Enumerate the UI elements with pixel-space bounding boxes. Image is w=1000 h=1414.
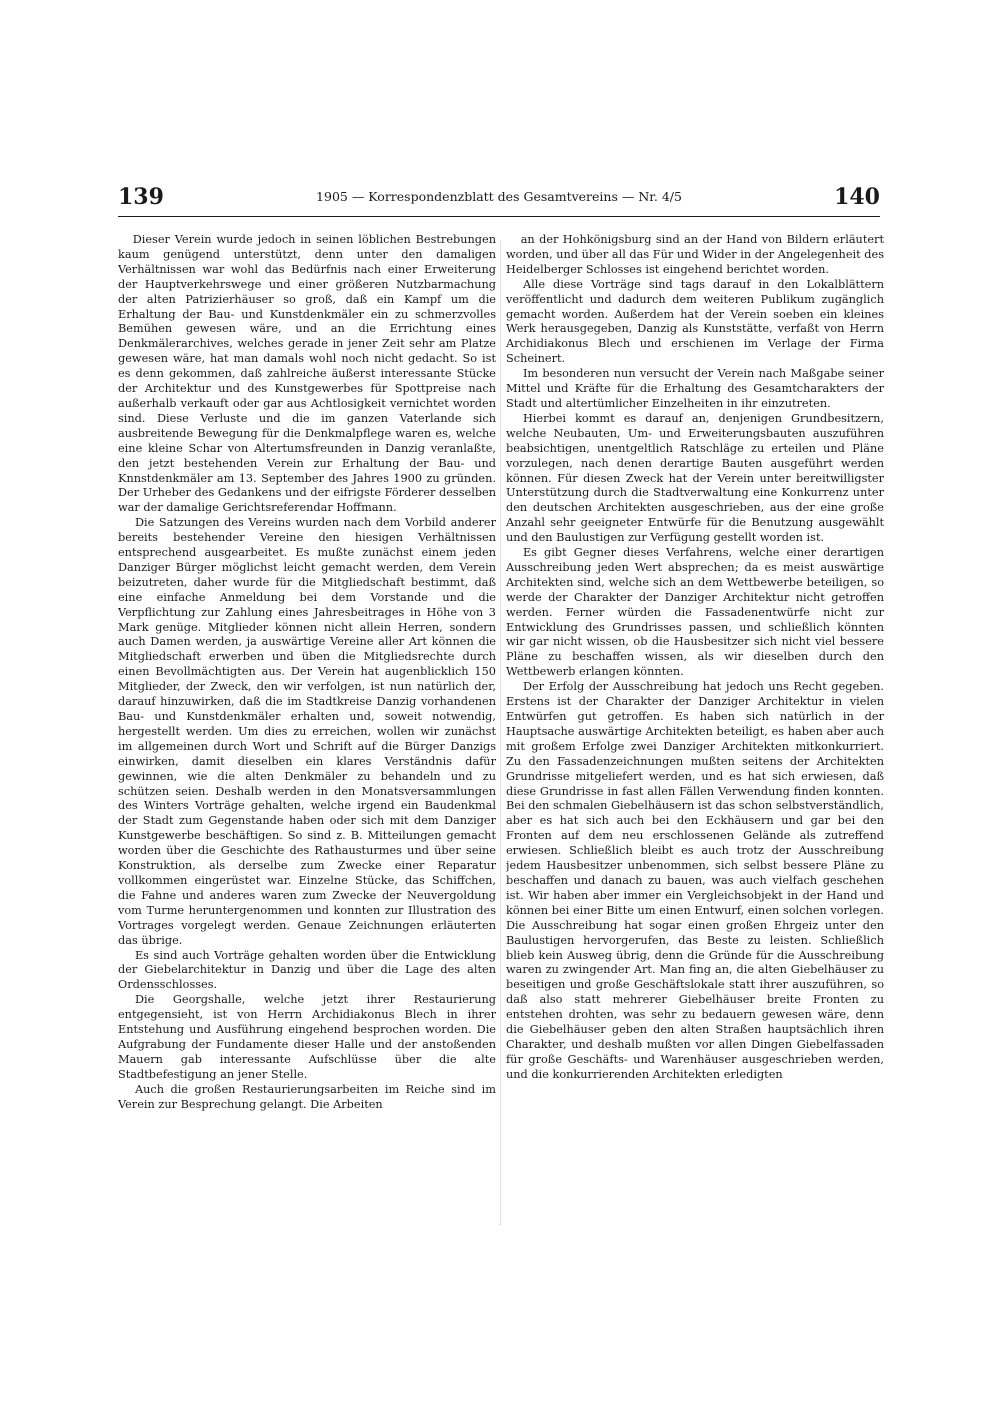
- paragraph: Die Satzungen des Vereins wurden nach dem Vorbild anderer bereits bestehender Vereine den hiesigen Verhältnissen entsprechend ausgearbeitet. Es mußte zunächst einem jeden Danziger Bürger möglichst leicht gemacht werden, dem Verein beizutreten, daher wurde für die Mitgliedschaft bestimmt, daß eine einfache Anmeldung bei dem Vorstande und die Verpflichtung zur Zahlung eines Jahresbeitrages in Höhe von 3 Mark genüge. Mitglieder können nicht allein Herren, sondern auch Damen werden, ja auswärtige Vereine aller Art können die Mitgliedschaft erwerben und üben die Mitgliedsrechte durch einen Bevollmächtigten aus. Der Verein hat augenblicklich 150 Mitglieder, der Zweck, den wir verfolgen, ist nun natürlich der, darauf hinzuwirken, daß die im Stadtkreise Danzig vorhandenen Bau- und Kunstdenkmäler erhalten und, soweit notwendig, hergestellt werden. Um dies zu erreichen, wollen wir zunächst im allgemeinen durch Wort und Schrift auf die Bürger Danzigs einwirken, damit dieselben ein klares Verständnis dafür gewinnen, wie die alten Denkmäler zu behandeln und zu schützen seien. Deshalb werden in den Monatsversammlungen des Winters Vorträge gehalten, welche irgend ein Baudenkmal der Stadt zum Gegenstande haben oder sich mit dem Danziger Kunstgewerbe beschäftigen. So sind z. B. Mitteilungen gemacht worden über die Geschichte des Rathausturmes und über seine Konstruktion, als derselbe zum Zwecke einer Reparatur vollkommen eingerüstet war. Einzelne Stücke, das Schiffchen, die Fahne und anderes waren zum Zwecke der Neuvergoldung vom Turme heruntergenommen und konnten zur Illustration des Vortrages vorgelegt werden. Genaue Zeichnungen erläuterten das übrige.: [118, 516, 496, 947]
- paragraph: Der Erfolg der Ausschreibung hat jedoch uns Recht gegeben. Erstens ist der Charakter der Danziger Architektur in vielen Entwürfen gut getroffen. Es haben sich natürlich in der Hauptsache auswärtige Architekten beteiligt, es haben aber auch mit großem Erfolge zwei Danziger Architekten mitkonkurriert. Zu den Fassadenzeichnungen mußten seitens der Architekten Grundrisse mitgeliefert werden, und es hat sich erwiesen, daß diese Grundrisse in fast allen Fällen Verwendung finden konnten. Bei den schmalen Giebelhäusern ist das schon selbstverständlich, aber es hat sich auch bei den Eckhäusern und gar bei den Fronten auf dem neu erschlossenen Gelände als zutreffend erwiesen. Schließlich bleibt es auch trotz der Ausschreibung jedem Hausbesitzer unbenommen, sich selbst bessere Pläne zu beschaffen und danach zu bauen, was auch vielfach geschehen ist. Wir haben aber immer ein Vergleichsobjekt in der Hand und können bei einer Bitte um einen Entwurf, einen solchen vorlegen. Die Ausschreibung hat sogar einen großen Ehrgeiz unter den Baulustigen hervorgerufen, das Beste zu leisten. Schließlich blieb kein Ausweg übrig, denn die Gründe für die Ausschreibung waren zu zwingender Art. Man fing an, die alten Giebelhäuser zu beseitigen und große Geschäftslokale statt ihrer auszuführen, so daß also statt mehrerer Giebelhäuser breite Fronten zu entstehen drohten, was sehr zu bedauern gewesen wäre, denn die Giebelhäuser geben den alten Straßen hauptsächlich ihren Charakter, und deshalb mußten vor allen Dingen Giebelfassaden für große Geschäfts- und Warenhäuser ausgeschrieben werden, und die konkurrierenden Architekten erledigten: [506, 680, 884, 1081]
- right-column: [506, 233, 884, 1225]
- running-title: 1905 — Korrespondenzblatt des Gesamtvereins — Nr. 4/5: [316, 189, 682, 204]
- paragraph: Alle diese Vorträge sind tags darauf in den Lokalblättern veröffentlicht und dadurch dem weiteren Publikum zugänglich gemacht worden. Außerdem hat der Verein soeben ein kleines Werk herausgegeben, Danzig als Kunststätte, verfaßt von Herrn Archidiakonus Blech und erschienen im Verlage der Firma Scheinert.: [506, 277, 884, 366]
- header-rule: [118, 216, 880, 217]
- left-column: [118, 233, 496, 1225]
- paragraph: an der Hohkönigsburg sind an der Hand von Bildern erläutert worden, und über all das Für und Wider in der Angelegenheit des Heidelberger Schlosses ist eingehend berichtet worden.: [506, 233, 884, 276]
- right-page-number: 140: [834, 184, 880, 210]
- paragraph: Dieser Verein wurde jedoch in seinen löblichen Bestrebungen kaum genügend unterstützt, denn unter den damaligen Verhältnissen war wohl das Bedürfnis nach einer Erweiterung der Hauptverkehrswege und einer größeren Nutzbarmachung der alten Patrizierhäuser so groß, daß ein Kampf um die Erhaltung der Bau- und Kunstdenkmäler ein zu schmerzvolles Bemühen gewesen wäre, und an die Errichtung eines Denkmälerarchives, welches gerade in jener Zeit sehr am Platze gewesen wäre, hat man damals wohl noch nicht gedacht. So ist es denn gekommen, daß zahlreiche äußerst interessante Stücke der Architektur und des Kunstgewerbes für Spottpreise nach außerhalb verkauft oder gar aus Achtlosigkeit vernichtet worden sind. Diese Verluste und die im ganzen Vaterlande sich ausbreitende Bewegung für die Denkmalpflege waren es, welche eine kleine Schar von Altertumsfreunden in Danzig veranlaßte, den jetzt bestehenden Verein zur Erhaltung der Bau- und Knnstdenkmäler am 13. September des Jahres 1900 zu gründen. Der Urheber des Gedankens und der eifrigste Förderer desselben war der damalige Gerichtsreferendar Hoffmann.: [118, 233, 496, 515]
- paragraph: Es gibt Gegner dieses Verfahrens, welche einer derartigen Ausschreibung jeden Wert absprechen; da es meist auswärtige Architekten sind, welche sich an dem Wettbewerbe beteiligen, so werde der Charakter der Danziger Architektur nicht getroffen werden. Ferner würden die Fassadenentwürfe nicht zur Entwicklung des Grundrisses passen, und schließlich könnten wir gar nicht wissen, ob die Hausbesitzer sich nicht viel bessere Pläne zu beschaffen wissen, als wir dieselben durch den Wettbewerb erlangen könnten.: [506, 546, 884, 679]
- paragraph: Hierbei kommt es darauf an, denjenigen Grundbesitzern, welche Neubauten, Um- und Erweiterungsbauten auszuführen beabsichtigen, unentgeltlich Ratschläge zu erteilen und Pläne vorzulegen, nach denen derartige Bauten ausgeführt werden können. Für diesen Zweck hat der Verein unter bereitwilligster Unterstützung durch die Stadtverwaltung eine Konkurrenz unter den deutschen Architekten ausgeschrieben, aus der eine große Anzahl sehr geeigneter Entwürfe für die Benutzung ausgewählt und den Baulustigen zur Verfügung gestellt worden ist.: [506, 411, 884, 545]
- page-header: [118, 182, 880, 216]
- column-separator: [500, 240, 501, 1225]
- paragraph: Auch die großen Restaurierungsarbeiten im Reiche sind im Verein zur Besprechung gelangt. Die Arbeiten: [118, 1082, 496, 1111]
- paragraph: Die Georgshalle, welche jetzt ihrer Restaurierung entgegensieht, ist von Herrn Archidiakonus Blech in ihrer Entstehung und Ausführung eingehend besprochen worden. Die Aufgrabung der Fundamente dieser Halle und der anstoßenden Mauern gab interessante Aufschlüsse über die alte Stadtbefestigung an jener Stelle.: [118, 993, 496, 1081]
- paragraph: Im besonderen nun versucht der Verein nach Maßgabe seiner Mittel und Kräfte für die Erhaltung des Gesamtcharakters der Stadt und altertümlicher Einzelheiten in ihr einzutreten.: [506, 367, 884, 410]
- left-page-number: 139: [118, 184, 164, 210]
- paragraph: Es sind auch Vorträge gehalten worden über die Entwicklung der Giebelarchitektur in Danzig und über die Lage des alten Ordensschlosses.: [118, 948, 496, 992]
